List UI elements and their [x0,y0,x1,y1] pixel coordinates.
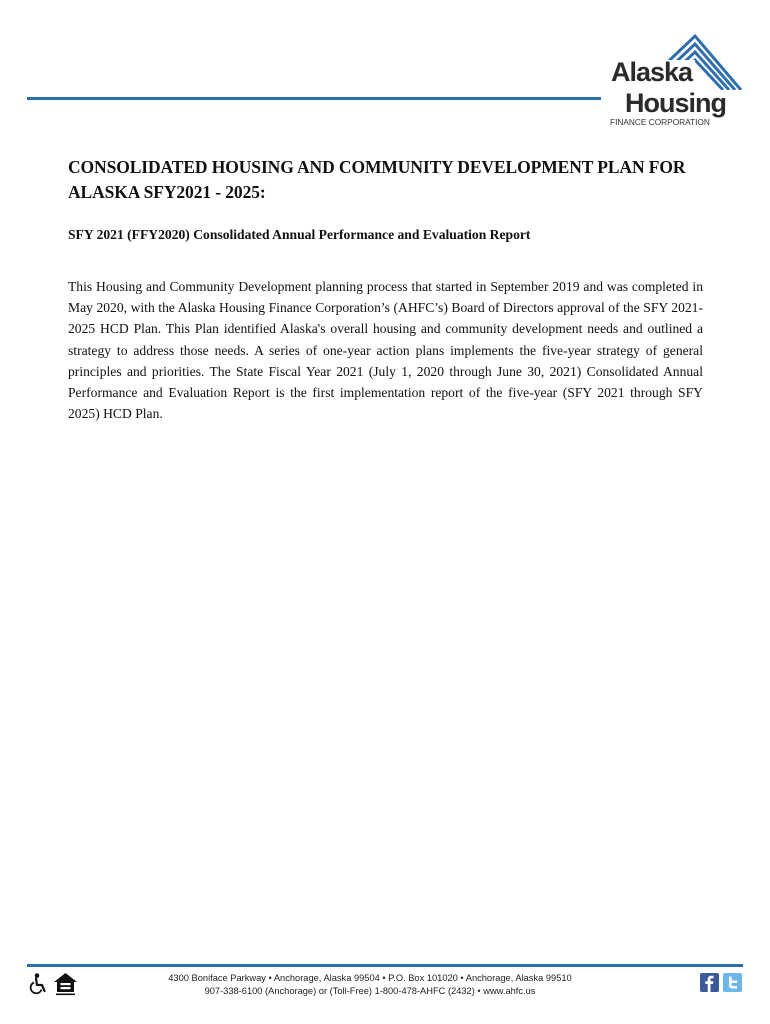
footer-address-line: 4300 Boniface Parkway • Anchorage, Alaska 99504 • P.O. Box 101020 • Anchorage, Alaska 99510 [168,973,572,983]
logo-word-alaska: Alaska [611,57,693,87]
footer-rule [27,964,743,967]
document-body-paragraph: This Housing and Community Development planning process that started in September 2019 and was completed in May 2020, with the Alaska Housing Finance Corporation’s (AHFC’s) Board of Directors approval of the SFY 2021-2025 HCD Plan. This Plan identified Alaska's overall housing and community development needs and outlined a strategy to address those needs. A series of one-year action plans implements the five-year strategy of general principles and priorities. The State Fiscal Year 2021 (July 1, 2020 through June 30, 2021) Consolidated Annual Performance and Evaluation Report is the first implementation report of the five-year (SFY 2021 through SFY 2025) HCD Plan. [68,279,703,422]
accessibility-icon [28,973,48,995]
footer-contact-line: 907-338-6100 (Anchorage) or (Toll-Free) 1-800-478-AHFC (2432) • www.ahfc.us [204,986,536,996]
document-subtitle: SFY 2021 (FFY2020) Consolidated Annual Performance and Evaluation Report [68,227,531,242]
twitter-icon[interactable] [723,973,742,992]
document-title-line-2: ALASKA SFY2021 - 2025: [68,182,266,202]
document-title-line-1: CONSOLIDATED HOUSING AND COMMUNITY DEVELOPMENT PLAN FOR [68,157,686,177]
document-title [68,155,718,205]
header-rule [27,97,601,100]
logo-tagline: FINANCE CORPORATION [610,117,710,127]
facebook-icon[interactable] [700,973,719,992]
footer-contact-info [120,972,620,998]
equal-housing-icon [53,972,78,996]
logo-word-housing: Housing [625,88,726,118]
ahfc-logo [607,32,747,130]
